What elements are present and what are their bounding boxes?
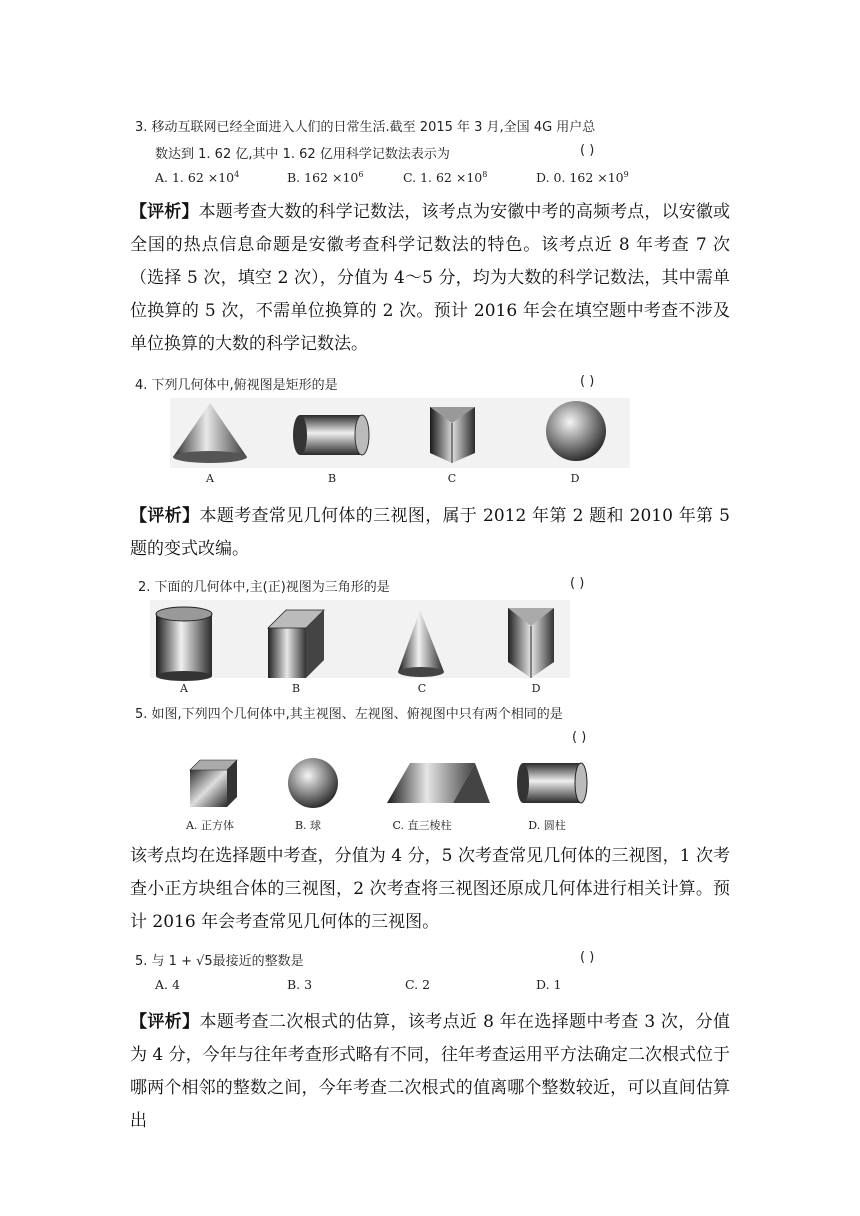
q2-figures (148, 600, 573, 682)
q4-label-a: A (206, 472, 214, 485)
cylinder-shape-a (156, 607, 212, 681)
q5a-text: 5. 如图,下列四个几何体中,其主视图、左视图、俯视图中只有两个相同的是 (135, 707, 563, 722)
sphere-shape-d (546, 401, 606, 461)
analysis-tag: 【评析】 (130, 1012, 200, 1032)
q5b-text-before: 5. 与 1 + (135, 954, 197, 969)
q2-text: 2. 下面的几何体中,主(正)视图为三角形的是 (138, 580, 390, 595)
q5b-option-b: B. 3 (287, 977, 313, 992)
sqrt-five: √5 (196, 954, 213, 969)
analysis-text: 本题考查大数的科学记数法，该考点为安徽中考的高频考点，以安徽或全国的热点信息命题是安徽考查科学记数法的特色。该考点近 8 年考查 7 次（选择 5 次，填空 2 次），分值为 4～5 分，均为大数的科学记数法，其中需单位换算的 5 次，不需单位换算的 2 次。预计 2016 年会在填空题中考查不涉及单位换算的大数的科学记数法。 (130, 202, 731, 354)
q3-option-d (536, 170, 629, 185)
analysis-tag: 【评析】 (130, 202, 199, 222)
q3-option-c (403, 170, 487, 185)
q3-option-c-exp: 8 (482, 170, 488, 179)
q5b-option-d: D. 1 (536, 977, 562, 992)
q3-option-d-exp: 9 (623, 170, 629, 179)
q5a-answer-paren: ( ) (572, 730, 587, 745)
q5a-label-a: A. 正方体 (186, 819, 234, 832)
cylinder-shape-d (517, 763, 587, 803)
analysis-paragraph-3 (130, 840, 730, 939)
analysis-paragraph-4 (130, 1006, 730, 1138)
q5b-text-after: 最接近的整数是 (212, 954, 304, 969)
q3-option-b-text: B. 162 ×10 (287, 170, 359, 186)
q4-answer-paren: ( ) (580, 374, 595, 389)
q3-option-b (287, 170, 363, 185)
q3-line2: 数达到 1. 62 亿,其中 1. 62 亿用科学记数法表示为 (155, 147, 450, 162)
q2-label-d: D (531, 682, 541, 695)
q2-label-a: A (180, 682, 188, 695)
q5b-text (135, 950, 304, 969)
analysis-text: 本题考查常见几何体的三视图，属于 2012 年第 2 题和 2010 年第 5 题的变式改编。 (130, 506, 730, 559)
q5b-option-c: C. 2 (405, 977, 431, 992)
cone-shape-a (173, 403, 247, 463)
cylinder-shape-b (293, 415, 369, 455)
sphere-shape-b (288, 758, 338, 808)
q2-label-b: B (291, 682, 301, 695)
q2-answer-paren: ( ) (570, 576, 585, 591)
q5a-label-c: C. 直三棱柱 (392, 819, 452, 832)
analysis-tag: 【评析】 (130, 506, 200, 526)
analysis-text: 该考点均在选择题中考查，分值为 4 分，5 次考查常见几何体的三视图，1 次考查小正方块组合体的三视图，2 次考查将三视图还原成几何体进行相关计算。预计 2016 年会考查常见几何体的三视图。 (130, 846, 730, 932)
q5a-label-d: D. 圆柱 (528, 819, 566, 832)
q3-option-a-exp: 4 (234, 170, 240, 179)
analysis-paragraph-2 (130, 500, 730, 566)
cube-shape-a (190, 760, 237, 807)
q4-label-c: C (447, 472, 457, 485)
cone-shape-c (398, 610, 444, 677)
q3-option-b-exp: 6 (358, 170, 364, 179)
q4-label-b: B (327, 472, 337, 485)
prism-shape-d (508, 608, 554, 678)
q5b-option-a: A. 4 (155, 977, 180, 992)
q5a-figures (185, 755, 605, 815)
q4-text: 4. 下列几何体中,俯视图是矩形的是 (135, 378, 338, 393)
q3-option-c-text: C. 1. 62 ×10 (403, 170, 483, 186)
q3-option-d-text: D. 0. 162 ×10 (536, 170, 624, 186)
q3-line1: 3. 移动互联网已经全面进入人们的日常生活.截至 2015 年 3 月,全国 4G 用户总 (135, 120, 596, 135)
q5b-answer-paren: ( ) (580, 950, 595, 965)
q4-label-d: D (570, 472, 580, 485)
cuboid-shape-b (268, 610, 324, 678)
q2-label-c: C (417, 682, 427, 695)
q3-option-a-text: A. 1. 62 ×10 (155, 170, 235, 186)
q3-answer-paren: ( ) (580, 143, 595, 158)
triangular-prism-shape-c (387, 763, 490, 803)
q5a-label-b: B. 球 (294, 819, 322, 832)
analysis-paragraph-1 (130, 196, 730, 361)
prism-shape-c (430, 407, 475, 463)
analysis-text: 本题考查二次根式的估算，该考点近 8 年在选择题中考查 3 次，分值为 4 分，今年与往年考查形式略有不同，往年考查运用平方法确定二次根式位于哪两个相邻的整数之间，今年考查二次根式的值离哪个整数较近，可以直间估算出 (130, 1012, 731, 1131)
q3-option-a (155, 170, 239, 185)
